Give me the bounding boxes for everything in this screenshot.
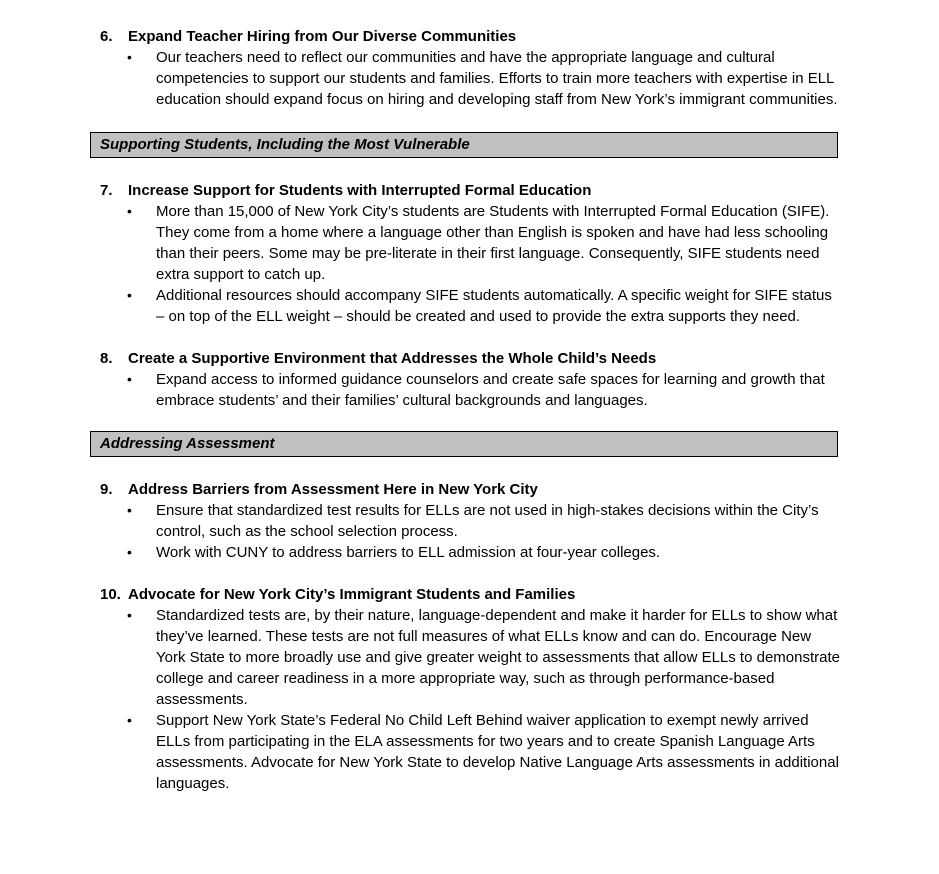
item-title: Increase Support for Students with Interrupted Formal Education <box>128 182 592 199</box>
document-page <box>0 26 939 794</box>
item-number: 10. <box>100 586 121 603</box>
item-heading <box>100 584 840 605</box>
list-item-7 <box>100 180 840 327</box>
item-number: 9. <box>100 481 113 498</box>
bullet-list <box>100 369 840 411</box>
bullet-item <box>100 201 840 285</box>
list-item-10 <box>100 584 840 794</box>
bullet-icon: • <box>127 371 132 387</box>
item-heading <box>100 479 840 500</box>
bullet-icon: • <box>127 502 132 518</box>
bullet-list <box>100 605 840 794</box>
bullet-item <box>100 500 840 542</box>
list-item-6 <box>100 26 840 110</box>
list-item-8 <box>100 348 840 411</box>
bullet-text: Ensure that standardized test results for ELLs are not used in high-stakes decisions within the City’s control, such as the school selection process. <box>156 502 819 540</box>
list-item-9 <box>100 479 840 563</box>
item-title: Advocate for New York City’s Immigrant Students and Families <box>128 586 576 603</box>
item-number: 8. <box>100 350 113 367</box>
bullet-item <box>100 285 840 327</box>
item-heading <box>100 180 840 201</box>
item-number: 7. <box>100 182 113 199</box>
bullet-text: Work with CUNY to address barriers to ELL admission at four-year colleges. <box>156 544 661 561</box>
bullet-text: Additional resources should accompany SIFE students automatically. A specific weight for SIFE status – on top of the ELL weight – should be created and used to provide the extra supports they need. <box>156 287 832 325</box>
bullet-item <box>100 47 840 110</box>
bullet-icon: • <box>127 712 132 728</box>
bullet-list <box>100 201 840 327</box>
bullet-item <box>100 369 840 411</box>
bullet-list <box>100 47 840 110</box>
bullet-item <box>100 710 840 794</box>
section-heading-addressing-assessment: Addressing Assessment <box>90 431 838 457</box>
item-number: 6. <box>100 28 113 45</box>
item-heading <box>100 26 840 47</box>
bullet-item <box>100 605 840 710</box>
bullet-icon: • <box>127 203 132 219</box>
section-heading-supporting-students: Supporting Students, Including the Most Vulnerable <box>90 132 838 158</box>
bullet-icon: • <box>127 544 132 560</box>
item-title: Expand Teacher Hiring from Our Diverse Communities <box>128 28 517 45</box>
bullet-text: Support New York State’s Federal No Child Left Behind waiver application to exempt newly arrived ELLs from participating in the ELA assessments for two years and to create Spanish Language Arts assessments. Advocate for New York State to develop Native Language Arts assessments in additional languages. <box>156 712 839 792</box>
bullet-item <box>100 542 840 563</box>
bullet-text: Standardized tests are, by their nature, language-dependent and make it harder for ELLs to show what they’ve learned. These tests are not full measures of what ELLs know and can do. Encourage New York State to more broadly use and give greater weight to assessments that allow ELLs to demonstrate college and career readiness in a more appropriate way, such as through performance-based assessments. <box>156 607 840 708</box>
item-title: Address Barriers from Assessment Here in New York City <box>128 481 538 498</box>
bullet-text: More than 15,000 of New York City’s students are Students with Interrupted Formal Education (SIFE). They come from a home where a language other than English is spoken and have had less schooling than their peers. Some may be pre-literate in their first language. Consequently, SIFE students need extra support to catch up. <box>156 203 830 283</box>
bullet-list <box>100 500 840 563</box>
bullet-icon: • <box>127 49 132 65</box>
item-heading <box>100 348 840 369</box>
bullet-icon: • <box>127 607 132 623</box>
bullet-icon: • <box>127 287 132 303</box>
bullet-text: Expand access to informed guidance counselors and create safe spaces for learning and growth that embrace students’ and their families’ cultural backgrounds and languages. <box>156 371 825 409</box>
item-title: Create a Supportive Environment that Addresses the Whole Child’s Needs <box>128 350 657 367</box>
bullet-text: Our teachers need to reflect our communities and have the appropriate language and cultural competencies to support our students and families. Efforts to train more teachers with expertise in ELL education should expand focus on hiring and developing staff from New York’s immigrant communities. <box>156 49 838 108</box>
